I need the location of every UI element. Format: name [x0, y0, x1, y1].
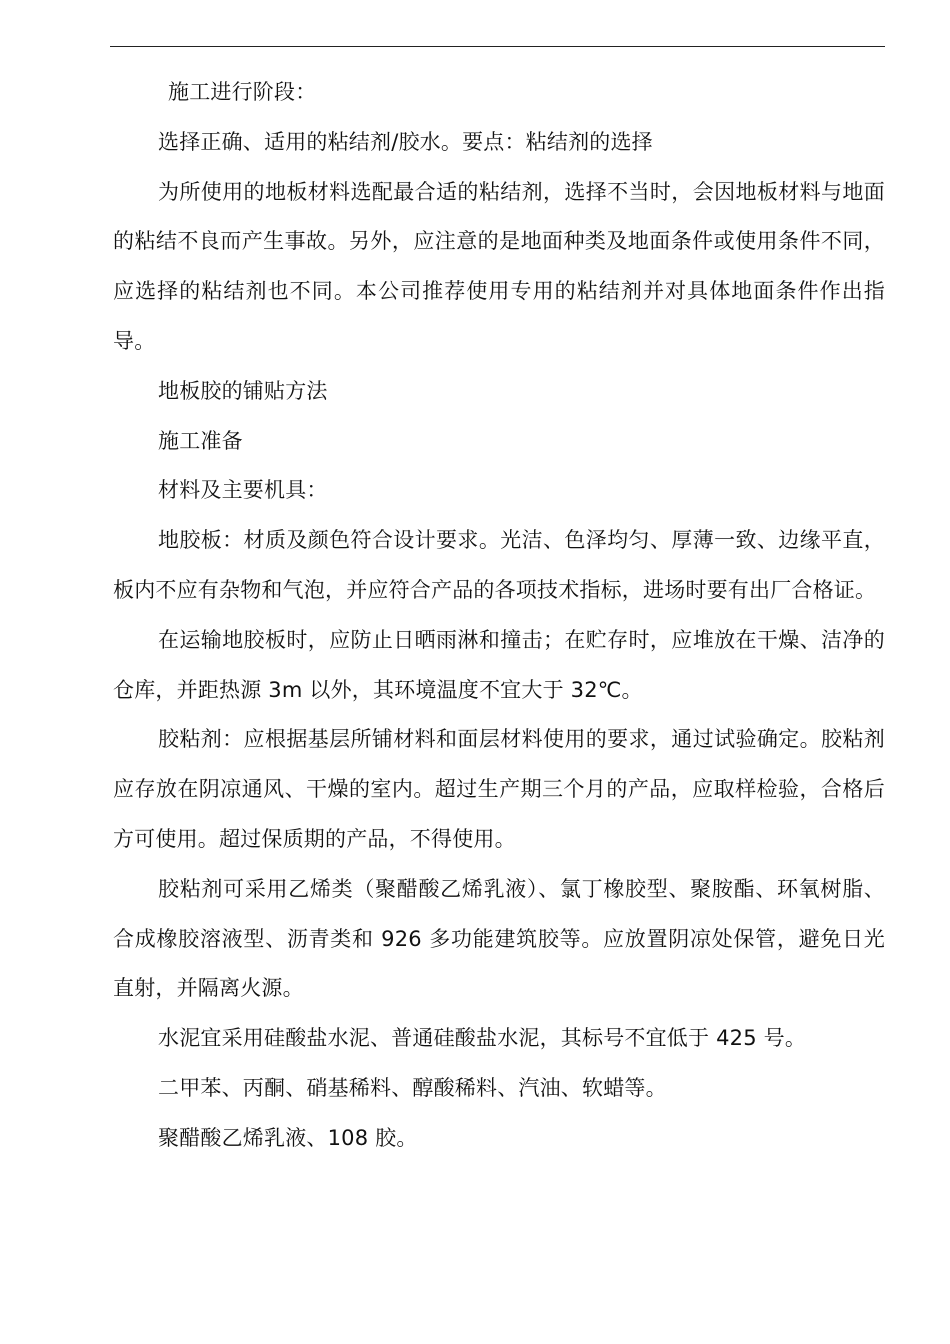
- paragraph-construction-prep: 施工准备: [158, 428, 243, 453]
- document-body: [113, 68, 885, 1164]
- paragraph-adhesive-types: 胶粘剂可采用乙烯类（聚醋酸乙烯乳液）、氯丁橡胶型、聚胺酯、环氧树脂、合成橡胶溶液型、沥青类和 926 多功能建筑胶等。应放置阴凉处保管，避免日光直射，并隔离火源。: [113, 876, 885, 1001]
- paragraph-floor-glue-method: 地板胶的铺贴方法: [158, 378, 328, 403]
- paragraph-materials-tools: 材料及主要机具：: [158, 478, 328, 503]
- paragraph-adhesive: 胶粘剂：应根据基层所铺材料和面层材料使用的要求，通过试验确定。胶粘剂应存放在阴凉通风、干燥的室内。超过生产期三个月的产品，应取样检验，合格后方可使用。超过保质期的产品，不得使用。: [113, 727, 885, 851]
- paragraph-adhesive-selection: 为所使用的地板材料选配最合适的粘结剂，选择不当时，会因地板材料与地面的粘结不良而产生事故。另外，应注意的是地面种类及地面条件或使用条件不同，应选择的粘结剂也不同。本公司推荐使用专用的粘结剂并对具体地面条件作出指导。: [113, 179, 885, 353]
- paragraph-adhesive-choice-point: 选择正确、适用的粘结剂/胶水。要点：粘结剂的选择: [158, 129, 653, 154]
- paragraph-construction-stage: 施工进行阶段：: [168, 80, 317, 104]
- paragraph-floor-board: 地胶板：材质及颜色符合设计要求。光洁、色泽均匀、厚薄一致、边缘平直，板内不应有杂物和气泡，并应符合产品的各项技术指标，进场时要有出厂合格证。: [113, 528, 885, 602]
- header-rule: [110, 46, 885, 47]
- paragraph-emulsion: 聚醋酸乙烯乳液、108 胶。: [158, 1125, 418, 1150]
- paragraph-cement: 水泥宜采用硅酸盐水泥、普通硅酸盐水泥，其标号不宜低于 425 号。: [158, 1026, 807, 1051]
- paragraph-transport-storage: 在运输地胶板时，应防止日晒雨淋和撞击；在贮存时，应堆放在干燥、洁净的仓库，并距热源 3m 以外，其环境温度不宜大于 32℃。: [113, 627, 885, 702]
- paragraph-solvents: 二甲苯、丙酮、硝基稀料、醇酸稀料、汽油、软蜡等。: [158, 1075, 667, 1100]
